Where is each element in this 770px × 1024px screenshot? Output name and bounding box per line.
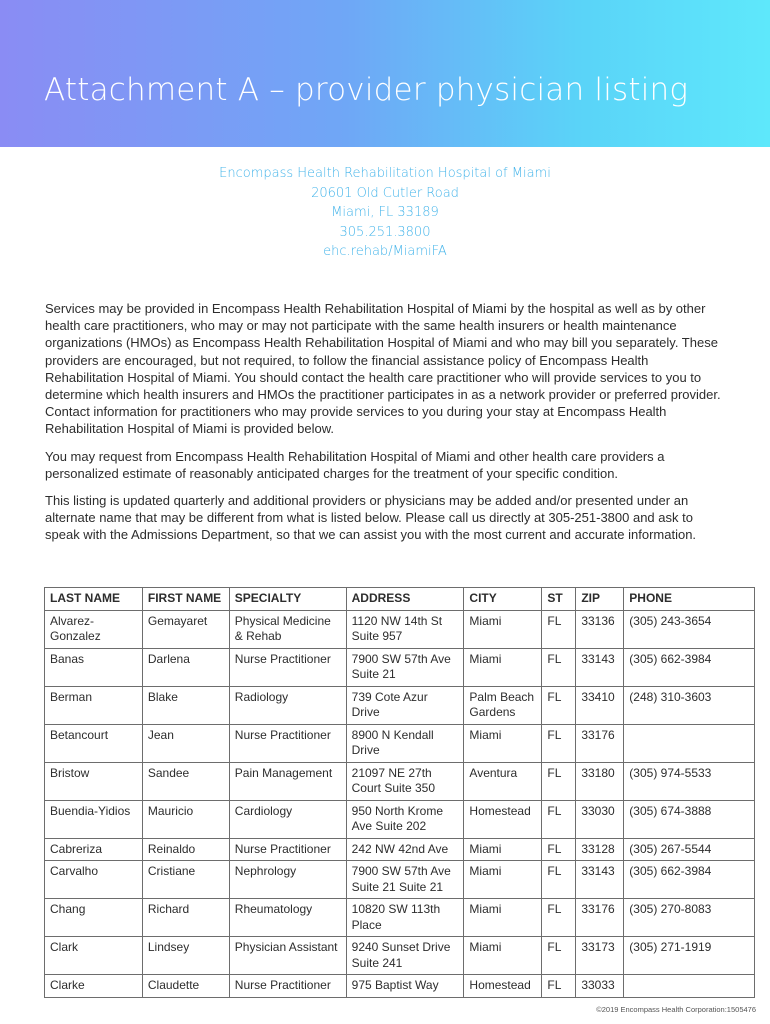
- cell-phone: (305) 674-3888: [624, 800, 755, 838]
- cell-last-name: Clark: [45, 937, 143, 975]
- cell-phone: [624, 724, 755, 762]
- cell-phone: (305) 662-3984: [624, 648, 755, 686]
- table-row: [45, 686, 755, 724]
- hospital-contact-block: [0, 164, 770, 262]
- cell-phone: (305) 267-5544: [624, 838, 755, 861]
- cell-phone: (305) 271-1919: [624, 937, 755, 975]
- cell-city: Miami: [464, 899, 542, 937]
- cell-phone: (305) 270-8083: [624, 899, 755, 937]
- table-row: [45, 937, 755, 975]
- table-row: [45, 724, 755, 762]
- cell-phone: (305) 243-3654: [624, 610, 755, 648]
- cell-last-name: Berman: [45, 686, 143, 724]
- table-row: [45, 800, 755, 838]
- cell-state: FL: [542, 610, 576, 648]
- cell-state: FL: [542, 648, 576, 686]
- cell-zip: 33128: [576, 838, 624, 861]
- cell-state: FL: [542, 762, 576, 800]
- hospital-city-state-zip: Miami, FL 33189: [331, 205, 439, 220]
- hospital-phone: 305.251.3800: [339, 224, 431, 240]
- cell-zip: 33143: [576, 648, 624, 686]
- cell-state: FL: [542, 800, 576, 838]
- cell-city: Miami: [464, 838, 542, 861]
- cell-phone: (248) 310-3603: [624, 686, 755, 724]
- cell-address: 8900 N Kendall Drive: [346, 724, 464, 762]
- cell-phone: (305) 662-3984: [624, 861, 755, 899]
- cell-city: Miami: [464, 937, 542, 975]
- cell-last-name: Alvarez-Gonzalez: [45, 610, 143, 648]
- cell-city: Homestead: [464, 800, 542, 838]
- provider-table: [44, 587, 755, 998]
- cell-phone: (305) 974-5533: [624, 762, 755, 800]
- cell-specialty: Radiology: [229, 686, 346, 724]
- cell-zip: 33410: [576, 686, 624, 724]
- table-row: [45, 762, 755, 800]
- col-header-phone: PHONE: [624, 588, 755, 611]
- cell-address: 1120 NW 14th St Suite 957: [346, 610, 464, 648]
- cell-first-name: Mauricio: [142, 800, 229, 838]
- cell-city: Aventura: [464, 762, 542, 800]
- cell-zip: 33176: [576, 899, 624, 937]
- hospital-name: Encompass Health Rehabilitation Hospital of Miami: [219, 166, 551, 181]
- cell-first-name: Lindsey: [142, 937, 229, 975]
- intro-text: [45, 300, 725, 554]
- cell-first-name: Blake: [142, 686, 229, 724]
- cell-zip: 33173: [576, 937, 624, 975]
- cell-city: Miami: [464, 861, 542, 899]
- cell-state: FL: [542, 838, 576, 861]
- cell-specialty: Nurse Practitioner: [229, 724, 346, 762]
- cell-state: FL: [542, 724, 576, 762]
- cell-specialty: Physical Medicine & Rehab: [229, 610, 346, 648]
- cell-last-name: Cabreriza: [45, 838, 143, 861]
- hospital-website-link[interactable]: ehc.rehab/MiamiFA: [323, 244, 447, 259]
- cell-first-name: Darlena: [142, 648, 229, 686]
- cell-city: Homestead: [464, 975, 542, 998]
- table-header-row: [45, 588, 755, 611]
- cell-address: 975 Baptist Way: [346, 975, 464, 998]
- cell-state: FL: [542, 975, 576, 998]
- col-header-address: ADDRESS: [346, 588, 464, 611]
- col-header-zip: ZIP: [576, 588, 624, 611]
- cell-state: FL: [542, 686, 576, 724]
- table-row: [45, 838, 755, 861]
- cell-city: Miami: [464, 724, 542, 762]
- cell-first-name: Richard: [142, 899, 229, 937]
- cell-address: 739 Cote Azur Drive: [346, 686, 464, 724]
- cell-specialty: Nephrology: [229, 861, 346, 899]
- cell-address: 7900 SW 57th Ave Suite 21: [346, 648, 464, 686]
- cell-specialty: Nurse Practitioner: [229, 975, 346, 998]
- copyright-footer: ©2019 Encompass Health Corporation:1505476: [596, 1005, 756, 1014]
- cell-last-name: Carvalho: [45, 861, 143, 899]
- col-header-first-name: FIRST NAME: [142, 588, 229, 611]
- cell-zip: 33030: [576, 800, 624, 838]
- cell-first-name: Cristiane: [142, 861, 229, 899]
- cell-last-name: Buendia-Yidios: [45, 800, 143, 838]
- page-title: Attachment A – provider physician listing: [44, 72, 689, 108]
- cell-city: Miami: [464, 610, 542, 648]
- cell-last-name: Banas: [45, 648, 143, 686]
- cell-last-name: Chang: [45, 899, 143, 937]
- cell-address: 242 NW 42nd Ave: [346, 838, 464, 861]
- cell-specialty: Pain Management: [229, 762, 346, 800]
- col-header-city: CITY: [464, 588, 542, 611]
- col-header-last-name: LAST NAME: [45, 588, 143, 611]
- table-row: [45, 610, 755, 648]
- table-row: [45, 899, 755, 937]
- cell-specialty: Nurse Practitioner: [229, 838, 346, 861]
- table-row: [45, 861, 755, 899]
- cell-first-name: Claudette: [142, 975, 229, 998]
- cell-zip: 33176: [576, 724, 624, 762]
- cell-zip: 33180: [576, 762, 624, 800]
- table-row: [45, 975, 755, 998]
- cell-phone: [624, 975, 755, 998]
- header-banner: [0, 0, 770, 147]
- cell-city: Palm Beach Gardens: [464, 686, 542, 724]
- hospital-street: 20601 Old Cutler Road: [311, 185, 459, 201]
- col-header-state: ST: [542, 588, 576, 611]
- cell-city: Miami: [464, 648, 542, 686]
- cell-last-name: Bristow: [45, 762, 143, 800]
- paragraph-listing-updates: This listing is updated quarterly and additional providers or physicians may be added and/or presented under an alternate name that may be different from what is listed below. Please call us directly at 305-251-3800 and ask to speak with the Admissions Department, so that we can assist you with the most current and accurate information.: [45, 493, 697, 543]
- cell-address: 950 North Krome Ave Suite 202: [346, 800, 464, 838]
- cell-state: FL: [542, 937, 576, 975]
- cell-zip: 33143: [576, 861, 624, 899]
- cell-zip: 33033: [576, 975, 624, 998]
- cell-specialty: Cardiology: [229, 800, 346, 838]
- cell-address: 9240 Sunset Drive Suite 241: [346, 937, 464, 975]
- paragraph-services: Services may be provided in Encompass Health Rehabilitation Hospital of Miami by the hospital as well as by other health care practitioners, who may or may not participate with the same health insurers or health maintenance organizations (HMOs) as Encompass Health Rehabilitation Hospital of Miami and who may bill you separately. These providers are encouraged, but not required, to follow the financial assistance policy of Encompass Health Rehabilitation Hospital of Miami. You should contact the health care practitioner who will provide services to you to determine which health insurers and HMOs the practitioner participates in as a network provider or preferred provider. Contact information for practitioners who may provide services to you during your stay at Encompass Health Rehabilitation Hospital of Miami is provided below.: [45, 301, 721, 437]
- cell-first-name: Sandee: [142, 762, 229, 800]
- cell-state: FL: [542, 861, 576, 899]
- paragraph-estimate: You may request from Encompass Health Rehabilitation Hospital of Miami and other health care providers a personalized estimate of reasonably anticipated charges for the treatment of your specific condition.: [45, 448, 665, 481]
- cell-first-name: Gemayaret: [142, 610, 229, 648]
- cell-first-name: Reinaldo: [142, 838, 229, 861]
- cell-zip: 33136: [576, 610, 624, 648]
- cell-address: 7900 SW 57th Ave Suite 21 Suite 21: [346, 861, 464, 899]
- cell-first-name: Jean: [142, 724, 229, 762]
- cell-state: FL: [542, 899, 576, 937]
- table-row: [45, 648, 755, 686]
- cell-address: 10820 SW 113th Place: [346, 899, 464, 937]
- cell-last-name: Betancourt: [45, 724, 143, 762]
- cell-specialty: Physician Assistant: [229, 937, 346, 975]
- col-header-specialty: SPECIALTY: [229, 588, 346, 611]
- cell-specialty: Nurse Practitioner: [229, 648, 346, 686]
- cell-address: 21097 NE 27th Court Suite 350: [346, 762, 464, 800]
- cell-last-name: Clarke: [45, 975, 143, 998]
- cell-specialty: Rheumatology: [229, 899, 346, 937]
